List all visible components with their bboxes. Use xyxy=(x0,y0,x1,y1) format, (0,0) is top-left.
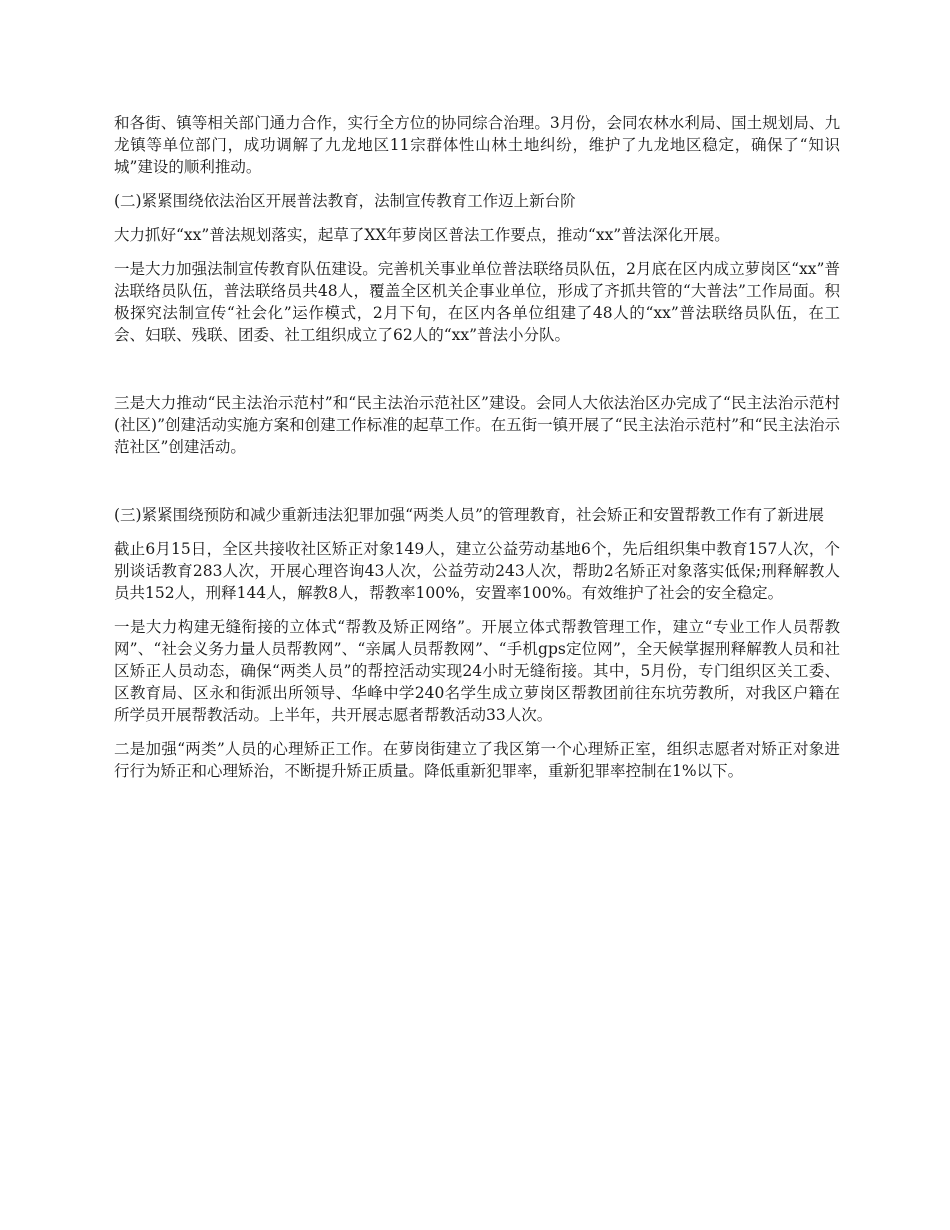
paragraph-demo-village: 三是大力推动“民主法治示范村”和“民主法治示范社区”建设。会同人大依法治区办完成了“民主法治示范村(社区)”创建活动实施方案和创建工作标准的起草工作。在五街一镇开展了“民主法治示范村”和“民主法治示范社区”创建活动。 xyxy=(114,394,840,456)
paragraph-psychology: 二是加强“两类”人员的心理矫正工作。在萝岗街建立了我区第一个心理矫正室，组织志愿者对矫正对象进行行为矫正和心理矫治，不断提升矫正质量。降低重新犯罪率，重新犯罪率控制在1%以下。 xyxy=(114,740,840,780)
paragraph-network: 一是大力构建无缝衔接的立体式“帮教及矫正网络”。开展立体式帮教管理工作，建立“专业工作人员帮教网”、“社会义务力量人员帮教网”、“亲属人员帮教网”、“手机gps定位网”，全天候掌握刑释解教人员和社区矫正人员动态，确保“两类人员”的帮控活动实现24小时无缝衔接。其中，5月份，专门组织区关工委、区教育局、区永和街派出所领导、华峰中学240名学生成立萝岗区帮教团前往东坑劳教所，对我区户籍在所学员开展帮教活动。上半年，共开展志愿者帮教活动33人次。 xyxy=(114,618,840,724)
paragraph-statistics: 截止6月15日，全区共接收社区矫正对象149人，建立公益劳动基地6个，先后组织集中教育157人次，个别谈话教育283人次，开展心理咨询43人次，公益劳动243人次，帮助2名矫正对象落实低保;刑释解教人员共152人，刑释144人，解教8人，帮教率100%，安置率100%。有效维护了社会的安全稳定。 xyxy=(114,540,840,602)
paragraph-legal-planning: 大力抓好“xx”普法规划落实，起草了XX年萝岗区普法工作要点，推动“xx”普法深化开展。 xyxy=(114,226,730,244)
document-body xyxy=(114,112,840,794)
blank-space xyxy=(114,358,840,392)
blank-space xyxy=(114,470,840,504)
section-heading-2: (二)紧紧围绕依法治区开展普法教育，法制宣传教育工作迈上新台阶 xyxy=(114,192,576,210)
section-heading-3: (三)紧紧围绕预防和减少重新违法犯罪加强“两类人员”的管理教育，社会矫正和安置帮教工作有了新进展 xyxy=(114,506,824,524)
paragraph-team-building: 一是大力加强法制宣传教育队伍建设。完善机关事业单位普法联络员队伍，2月底在区内成立萝岗区“xx”普法联络员队伍，普法联络员共48人，覆盖全区机关企事业单位，形成了齐抓共管的“大普法”工作局面。积极探究法制宣传“社会化”运作模式，2月下旬，在区内各单位组建了48人的“xx”普法联络员队伍，在工会、妇联、残联、团委、社工组织成立了62人的“xx”普法小分队。 xyxy=(114,260,840,344)
paragraph-coordination: 和各街、镇等相关部门通力合作，实行全方位的协同综合治理。3月份，会同农林水利局、国土规划局、九龙镇等单位部门，成功调解了九龙地区11宗群体性山林土地纠纷，维护了九龙地区稳定，确保了“知识城”建设的顺利推动。 xyxy=(114,114,840,176)
